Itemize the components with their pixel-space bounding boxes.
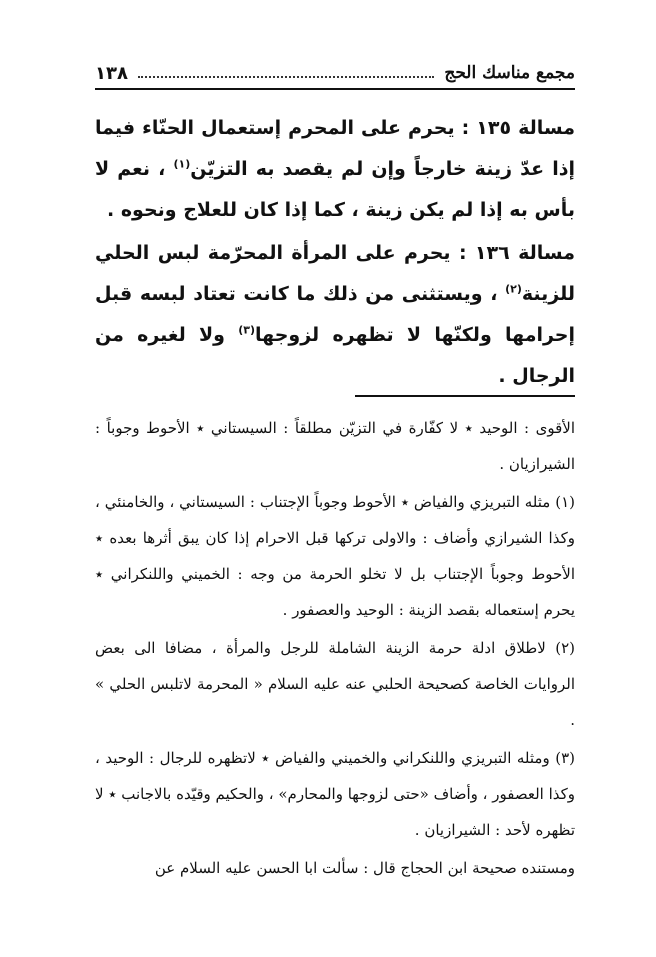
footnote-ref-1: (١) — [173, 157, 191, 171]
issue-136-label: مسالة ١٣٦ : — [458, 242, 575, 264]
footnote-ref-2: (٢) — [505, 282, 522, 296]
issue-136-text-end: ولا لغيره من الرجال . — [95, 324, 575, 387]
issue-136-text-cont: ، ويستثنى من ذلك ما كانت تعتاد لبسه قبل إحرامها ولكنّها لا تظهره لزوجها — [95, 283, 575, 346]
main-text — [95, 108, 575, 397]
footnote-3: (٣) ومثله التبريزي واللنكراني والخميني والفياض ٭ لاتظهره للرجال : الوحيد ، وكذا العصفور ، وأضاف «حتى لزوجها والمحارم» ، والحكيم وقيّده بالاجانب ٭ لا تظهره لأحد : الشيرازيان . — [95, 749, 575, 839]
footnote-separator — [355, 395, 575, 397]
issue-135-text: يحرم على المحرم إستعمال الحنّاء فيما إذا عدّ زينة خارجاً وإن لم يقصد به التزيّن — [95, 117, 575, 180]
footnote-2: (٢) لاطلاق ادلة حرمة الزينة الشاملة للرجل والمرأة ، مضافا الى بعض الروايات الخاصة كصحيحة الحلبي عنه عليه السلام « المحرمة لاتلبس الحلي » . — [95, 639, 575, 729]
issue-135 — [95, 108, 575, 231]
footnote-1: (١) مثله التبريزي والفياض ٭ الأحوط وجوباً الإجتناب : السيستاني ، والخامنئي ، وكذا الشيرازي وأضاف : والاولى تركها قبل الاحرام إذا كان يبق أثرها بعده ٭ الأحوط وجوباً الإجتناب بل لا تخلو الحرمة من وجه : الخميني واللنكراني ٭ يحرم إستعماله بقصد الزينة : الوحيد والعصفور . — [95, 493, 575, 619]
footnote-3-continued: ومستنده صحيحة ابن الحجاج قال : سألت ابا الحسن عليه السلام عن — [154, 859, 575, 877]
issue-135-text-cont: ، نعم لا بأس به إذا لم يكن زينة ، كما إذا كان للعلاج ونحوه . — [95, 158, 575, 221]
page-number: ١٣٨ — [95, 62, 128, 84]
header-dot-leader — [138, 76, 434, 78]
issue-136-text: يحرم على المرأة المحرّمة لبس الحلي للزينة — [95, 242, 575, 305]
issue-136 — [95, 233, 575, 397]
footnotes — [95, 410, 575, 886]
book-title: مجمع مناسك الحج — [444, 63, 575, 83]
page-header — [95, 58, 575, 90]
issue-135-label: مسالة ١٣٥ : — [461, 117, 575, 139]
footnote-continued: الأقوى : الوحيد ٭ لا كفّارة في التزيّن مطلقاً : السيستاني ٭ الأحوط وجوباً : الشيرازيان . — [95, 419, 575, 473]
footnote-ref-3: (٣) — [238, 323, 256, 337]
